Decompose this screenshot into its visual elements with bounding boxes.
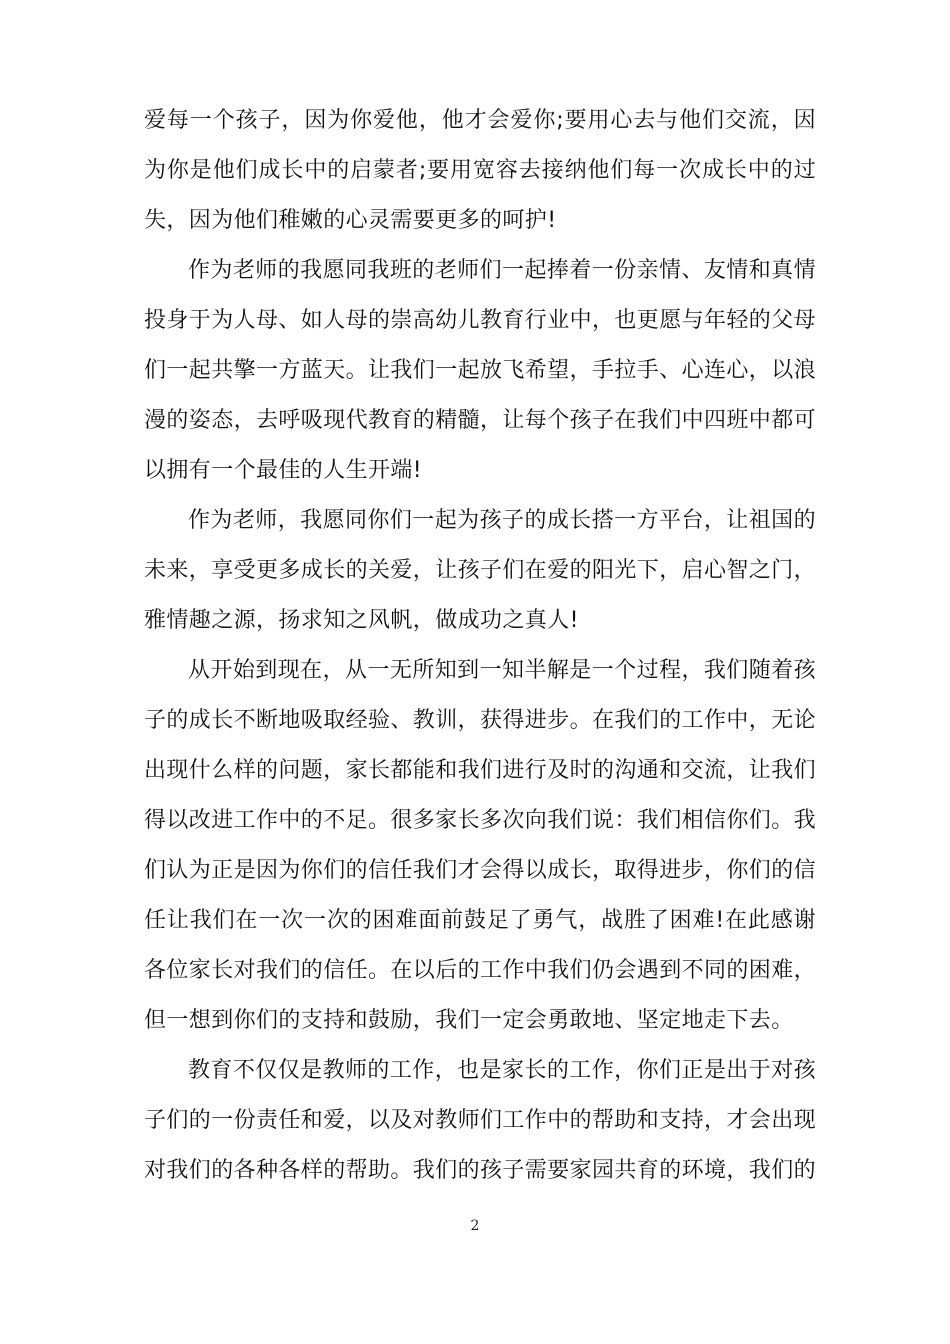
body-text <box>144 96 816 1196</box>
paragraph-3: 作为老师，我愿同你们一起为孩子的成长搭一方平台，让祖国的未来，享受更多成长的关爱，让孩子们在爱的阳光下，启心智之门，雅情趣之源，扬求知之风帆，做成功之真人! <box>144 508 817 633</box>
paragraph-1: 爱每一个孩子，因为你爱他，他才会爱你;要用心去与他们交流，因为你是他们成长中的启蒙者;要用宽容去接纳他们每一次成长中的过失，因为他们稚嫩的心灵需要更多的呵护! <box>144 108 816 233</box>
paragraph-4: 从开始到现在，从一无所知到一知半解是一个过程，我们随着孩子的成长不断地吸取经验、教训，获得进步。在我们的工作中，无论出现什么样的问题，家长都能和我们进行及时的沟通和交流，让我们得以改进工作中的不足。很多家长多次向我们说：我们相信你们。我们认为正是因为你们的信任我们才会得以成长，取得进步，你们的信任让我们在一次一次的困难面前鼓足了勇气，战胜了困难!在此感谢各位家长对我们的信任。在以后的工作中我们仍会遇到不同的困难，但一想到你们的支持和鼓励，我们一定会勇敢地、坚定地走下去。 <box>144 658 817 1033</box>
page-number: 2 <box>470 1218 480 1234</box>
paragraph-2: 作为老师的我愿同我班的老师们一起捧着一份亲情、友情和真情投身于为人母、如人母的崇高幼儿教育行业中，也更愿与年轻的父母们一起共擎一方蓝天。让我们一起放飞希望，手拉手、心连心，以浪漫的姿态，去呼吸现代教育的精髓，让每个孩子在我们中四班中都可以拥有一个最佳的人生开端! <box>144 258 817 483</box>
paragraph-5: 教育不仅仅是教师的工作，也是家长的工作，你们正是出于对孩子们的一份责任和爱，以及对教师们工作中的帮助和支持，才会出现对我们的各种各样的帮助。我们的孩子需要家园共育的环境，我们的 <box>144 1058 817 1183</box>
